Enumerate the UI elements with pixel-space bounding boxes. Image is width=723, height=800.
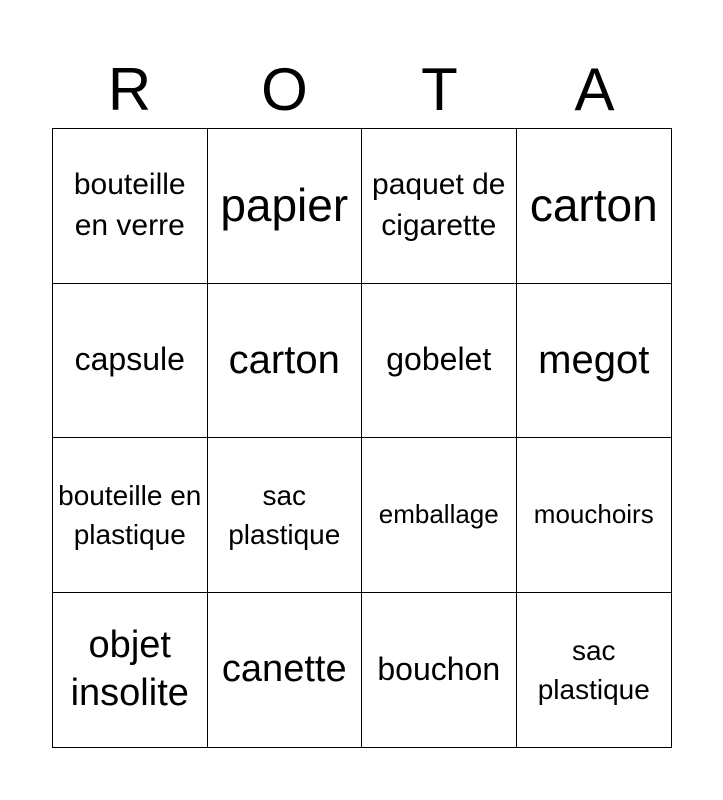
- cell-label: carton: [529, 179, 658, 232]
- bingo-cell[interactable]: [362, 129, 517, 284]
- bingo-cell[interactable]: [517, 438, 672, 593]
- cell-label: sac plastique: [228, 479, 341, 550]
- cell-label: bouchon: [377, 650, 501, 687]
- cell-label: emballage: [378, 499, 499, 530]
- bingo-board: [52, 128, 672, 748]
- cell-label: capsule: [74, 341, 185, 378]
- cell-label: canette: [221, 648, 347, 690]
- bingo-cell[interactable]: [53, 438, 208, 593]
- bingo-cell[interactable]: [208, 593, 363, 748]
- bingo-cell[interactable]: [53, 284, 208, 439]
- bingo-cell[interactable]: [53, 129, 208, 284]
- header-letter-o: O: [261, 56, 308, 123]
- bingo-cell[interactable]: [517, 284, 672, 439]
- cell-label: mouchoirs: [533, 499, 654, 530]
- bingo-cell[interactable]: [362, 284, 517, 439]
- header-letter-r: R: [107, 56, 152, 123]
- cell-label: gobelet: [386, 341, 492, 378]
- bingo-header: [52, 52, 672, 128]
- cell-label: bouteille en plastique: [58, 479, 202, 550]
- header-letter-t: T: [421, 56, 458, 123]
- cell-label: papier: [220, 179, 349, 232]
- bingo-cell[interactable]: [208, 438, 363, 593]
- bingo-cell[interactable]: [208, 129, 363, 284]
- bingo-cell[interactable]: [53, 593, 208, 748]
- bingo-cell[interactable]: [208, 284, 363, 439]
- bingo-cell[interactable]: [362, 438, 517, 593]
- bingo-cell[interactable]: [517, 129, 672, 284]
- bingo-cell[interactable]: [517, 593, 672, 748]
- cell-label: paquet de cigarette: [372, 168, 506, 242]
- cell-label: objet insolite: [70, 624, 189, 714]
- cell-label: megot: [538, 338, 650, 383]
- cell-label: carton: [228, 338, 340, 383]
- cell-label: bouteille en verre: [73, 168, 186, 242]
- cell-label: sac plastique: [537, 634, 650, 705]
- header-letter-a: A: [574, 56, 615, 123]
- bingo-cell[interactable]: [362, 593, 517, 748]
